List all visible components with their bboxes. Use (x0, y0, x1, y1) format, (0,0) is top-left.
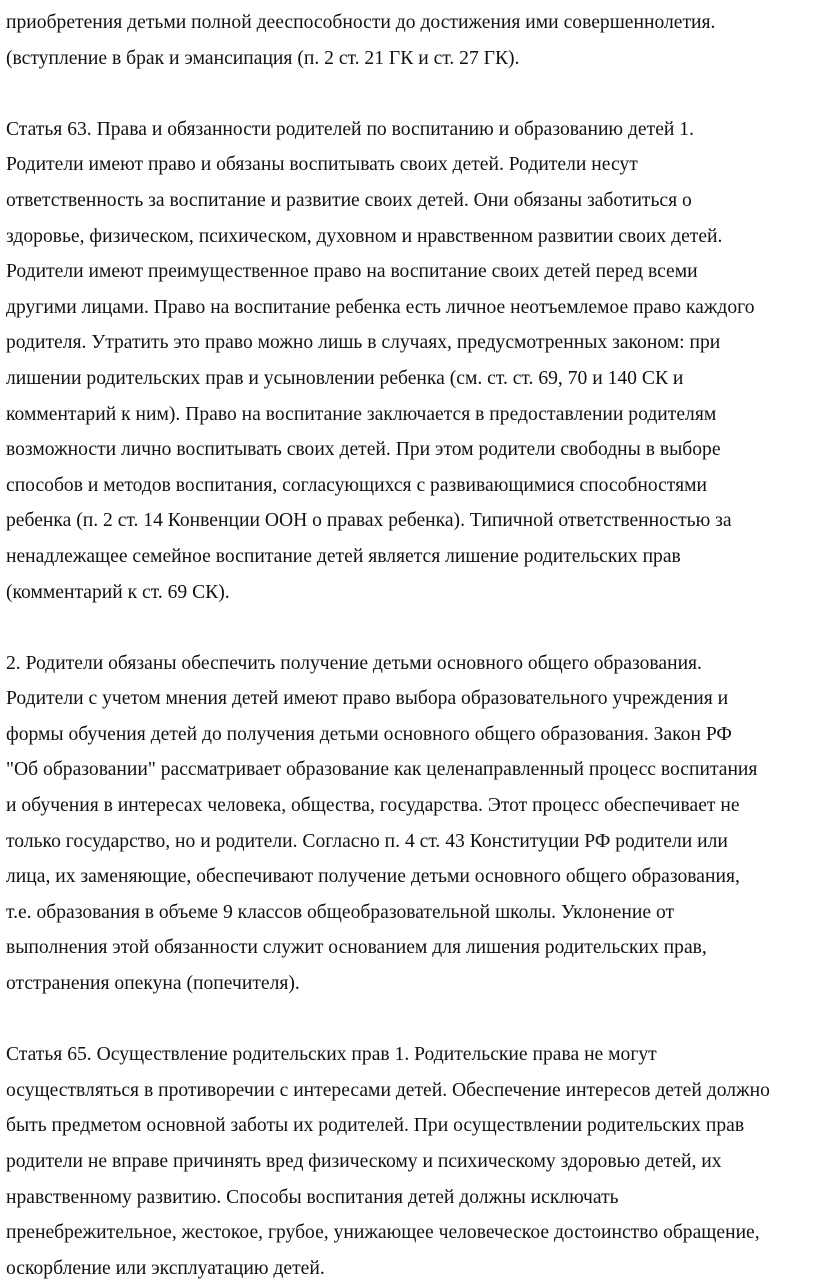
text-line: только государство, но и родители. Согласно п. 4 ст. 43 Конституции РФ родители или (6, 830, 728, 852)
text-line: родители не вправе причинять вред физическому и психическому здоровью детей, их (6, 1151, 722, 1172)
text-line: способов и методов воспитания, согласующихся с развивающимися способностями (6, 474, 708, 496)
text-line: (вступление в брак и эмансипация (п. 2 ст. 21 ГК и ст. 27 ГК). (6, 47, 520, 69)
text-line: выполнения этой обязанности служит основанием для лишения родительских прав, (6, 937, 707, 959)
text-line: оскорбление или эксплуатацию детей. (6, 1257, 325, 1279)
text-line: нравственному развитию. Способы воспитания детей должны исключать (6, 1186, 619, 1208)
text-line: лица, их заменяющие, обеспечивают получение детьми основного общего образования, (6, 866, 740, 888)
text-line: быть предметом основной заботы их родителей. При осуществлении родительских прав (6, 1115, 745, 1137)
text-line: приобретения детьми полной дееспособности до достижения ими совершеннолетия. (6, 12, 716, 33)
text-line: 2. Родители обязаны обеспечить получение детьми основного общего образования. (6, 652, 702, 674)
text-line: комментарий к ним). Право на воспитание заключается в предоставлении родителям (6, 403, 717, 425)
text-line: осуществляться в противоречии с интересами детей. Обеспечение интересов детей должно (6, 1079, 770, 1101)
text-line: лишении родительских прав и усыновлении ребенка (см. ст. ст. 69, 70 и 140 СК и (6, 367, 684, 389)
text-line: Статья 65. Осуществление родительских прав 1. Родительские права не могут (6, 1044, 657, 1066)
text-line: т.е. образования в объеме 9 классов общеобразовательной школы. Уклонение от (6, 901, 675, 923)
paragraph (6, 112, 816, 610)
paragraph (6, 5, 816, 76)
text-line: ребенка (п. 2 ст. 14 Конвенции ООН о правах ребенка). Типичной ответственностью за (6, 510, 732, 532)
document-body (6, 5, 816, 1286)
text-line: пренебрежительное, жестокое, грубое, унижающее человеческое достоинство обращение, (6, 1222, 760, 1244)
text-line: и обучения в интересах человека, общества, государства. Этот процесс обеспечивает не (6, 795, 740, 817)
text-line: отстранения опекуна (попечителя). (6, 973, 300, 995)
text-line: (комментарий к ст. 69 СК). (6, 581, 230, 603)
text-line: "Об образовании" рассматривает образование как целенаправленный процесс воспитания (6, 759, 758, 781)
text-line: ответственность за воспитание и развитие своих детей. Они обязаны заботиться о (6, 189, 692, 211)
text-line: Родители имеют право и обязаны воспитывать своих детей. Родители несут (6, 154, 638, 176)
text-line: возможности лично воспитывать своих детей. При этом родители свободны в выборе (6, 439, 721, 461)
text-line: Статья 63. Права и обязанности родителей по воспитанию и образованию детей 1. (6, 118, 694, 140)
text-line: родителя. Утратить это право можно лишь в случаях, предусмотренных законом: при (6, 332, 721, 354)
text-line: здоровье, физическом, психическом, духовном и нравственном развитии своих детей. (6, 225, 723, 247)
text-line: другими лицами. Право на воспитание ребенка есть личное неотъемлемое право каждого (6, 296, 755, 318)
text-line: Родители имеют преимущественное право на воспитание своих детей перед всеми (6, 261, 698, 283)
paragraph (6, 646, 816, 1002)
paragraph (6, 1037, 816, 1286)
text-line: формы обучения детей до получения детьми основного общего образования. Закон РФ (6, 723, 732, 745)
text-line: Родители с учетом мнения детей имеют право выбора образовательного учреждения и (6, 688, 729, 710)
text-line: ненадлежащее семейное воспитание детей является лишение родительских прав (6, 545, 681, 567)
